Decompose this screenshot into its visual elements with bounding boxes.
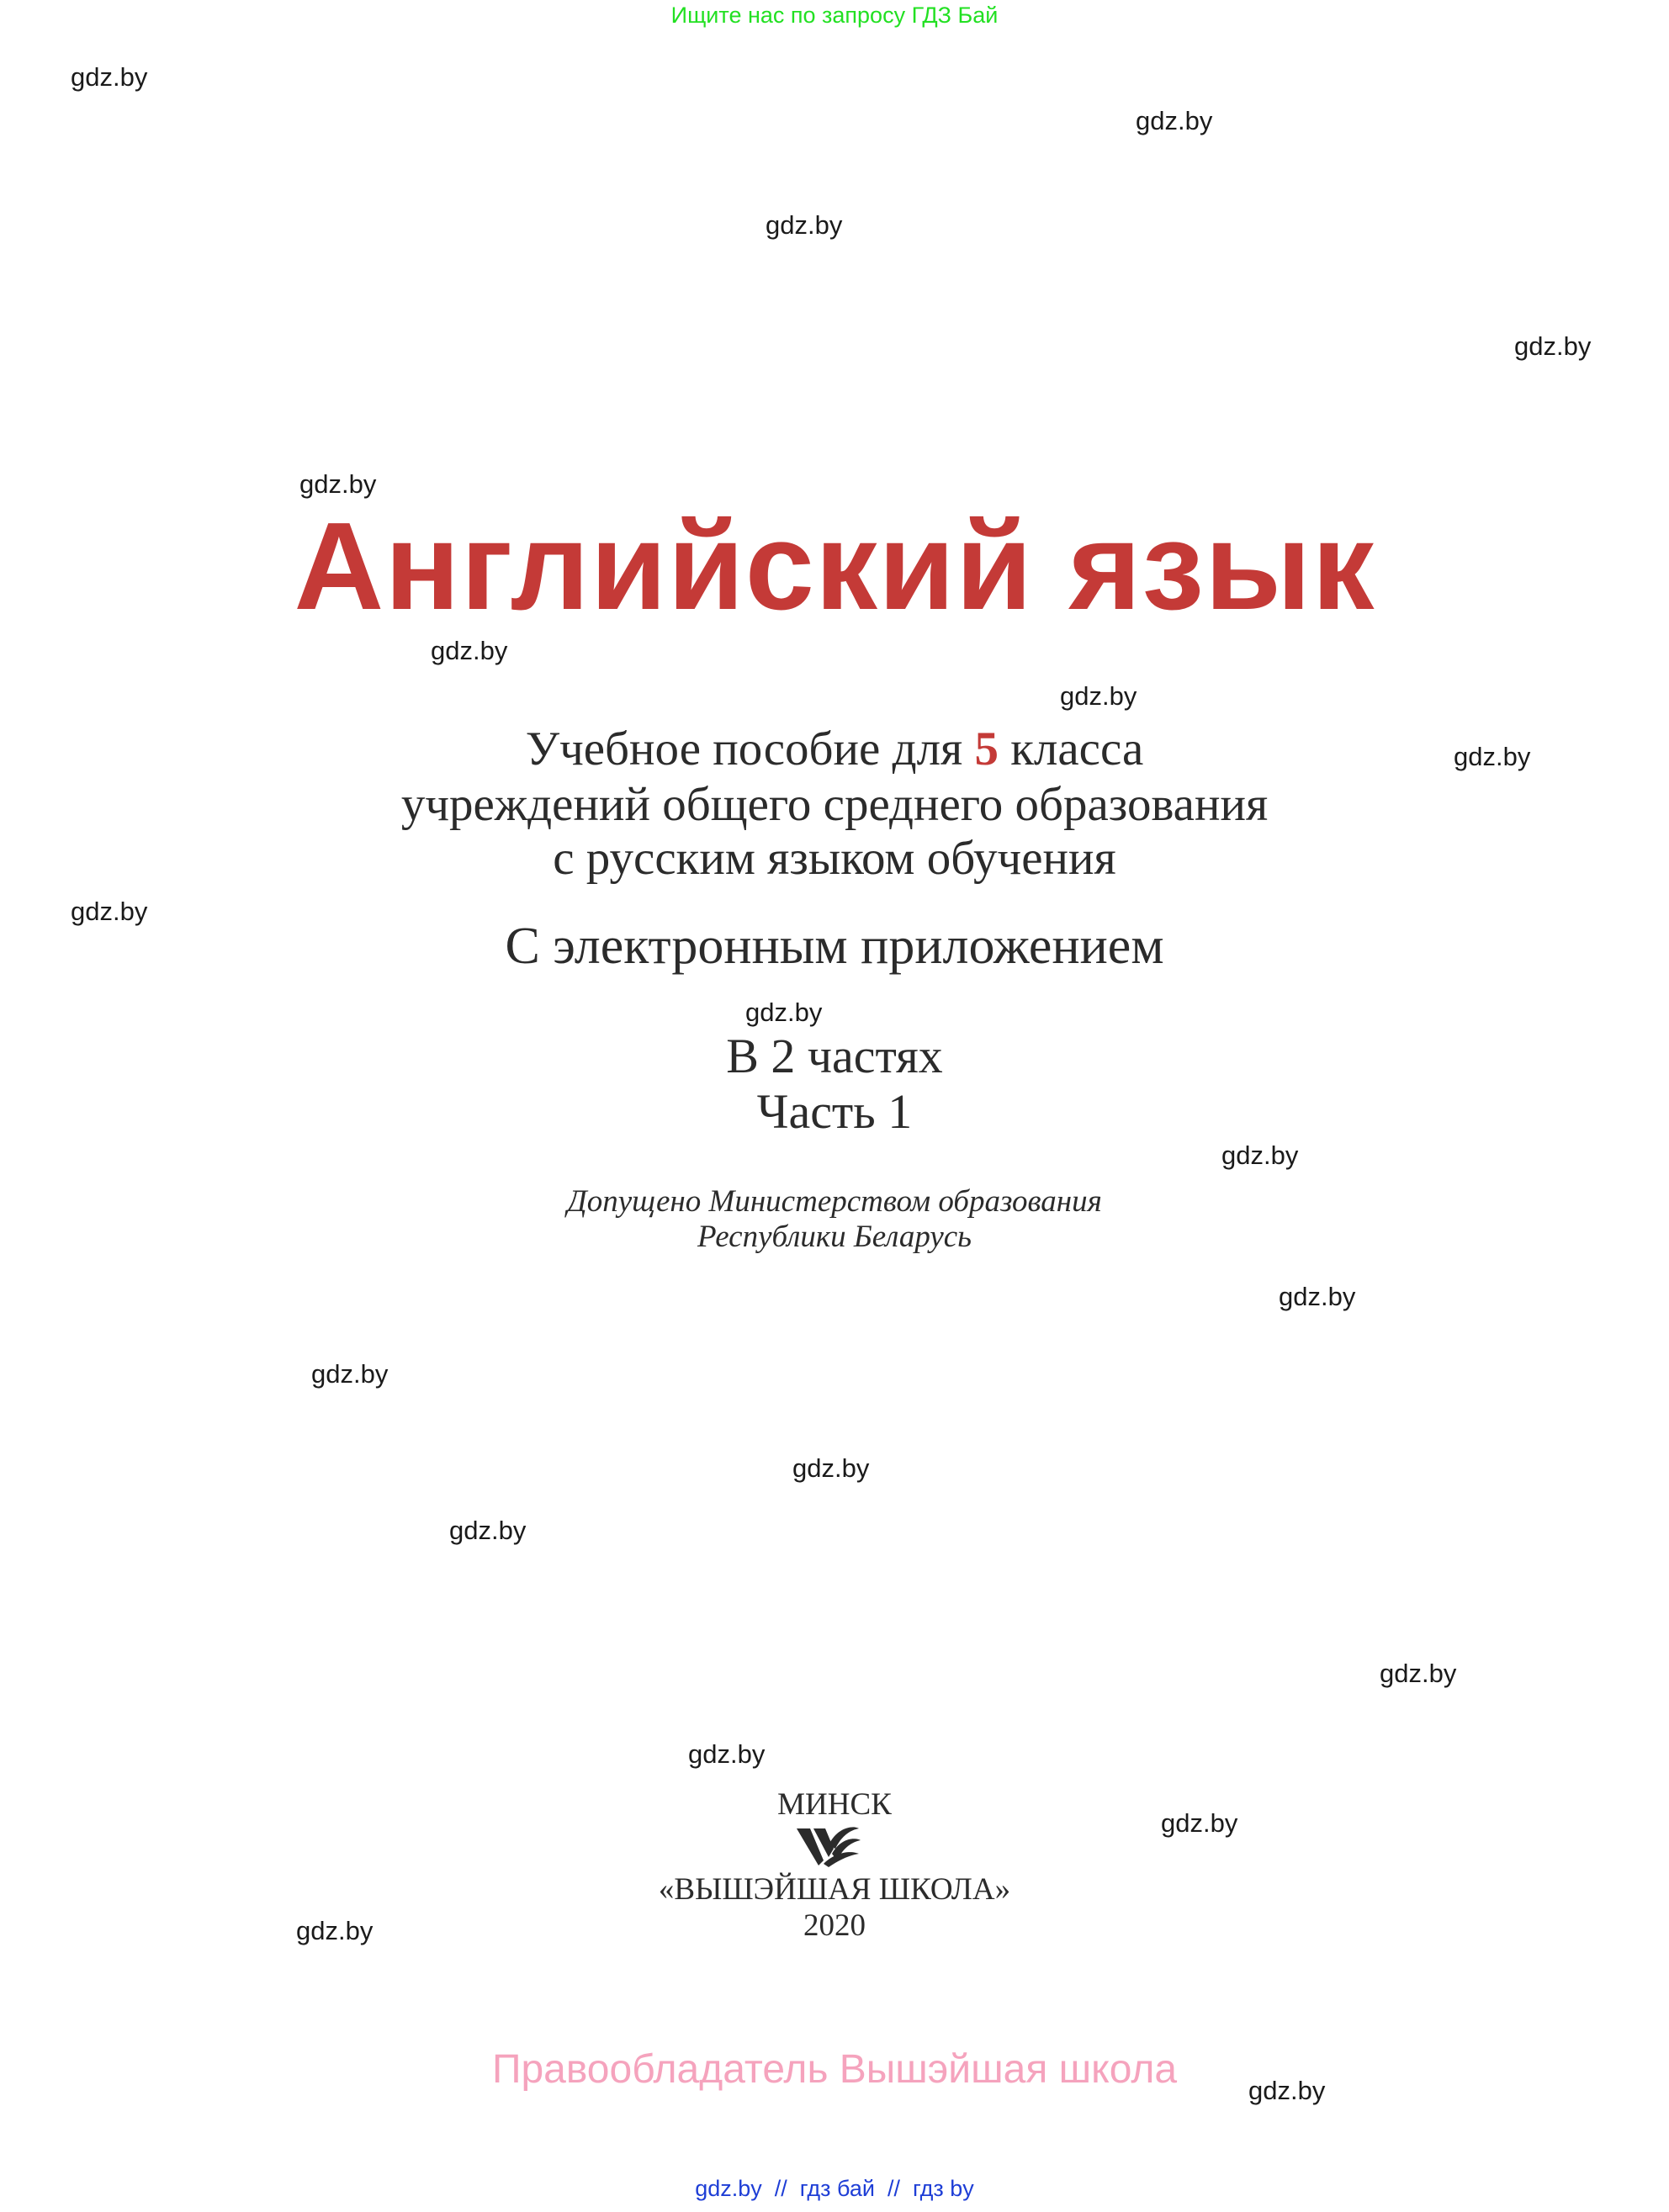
approval-line-1: Допущено Министерством образования [567, 1184, 1102, 1219]
watermark: gdz.by [311, 1359, 389, 1389]
watermark: gdz.by [71, 897, 148, 926]
watermark: gdz.by [745, 998, 823, 1027]
top-banner: Ищите нас по запросу ГДЗ Бай [670, 3, 999, 28]
footer-links[interactable]: gdz.by // гдз бай // гдз by [695, 2176, 974, 2201]
watermark: gdz.by [1380, 1659, 1457, 1688]
watermark: gdz.by [1161, 1808, 1238, 1838]
grade-number: 5 [974, 722, 999, 775]
watermark: gdz.by [1279, 1282, 1356, 1311]
parts-total: В 2 частях [726, 1029, 943, 1083]
subtitle-suffix: класса [998, 722, 1144, 775]
part-current: Часть 1 [756, 1084, 913, 1139]
watermark: gdz.by [792, 1453, 870, 1483]
publisher-name: «ВЫШЭЙШАЯ ШКОЛА» [658, 1872, 1011, 1907]
publication-year: 2020 [803, 1908, 866, 1943]
electronic-supplement: С электронным приложением [505, 918, 1164, 975]
city: МИНСК [777, 1787, 892, 1822]
subtitle-line-3: с русским языком обучения [553, 832, 1116, 885]
watermark: gdz.by [299, 469, 377, 499]
watermark: gdz.by [1514, 331, 1592, 361]
watermark: gdz.by [766, 210, 843, 240]
watermark: gdz.by [296, 1916, 374, 1945]
publisher-logo-icon [795, 1823, 862, 1869]
watermark: gdz.by [71, 62, 148, 92]
approval-line-2: Республики Беларусь [697, 1220, 972, 1254]
watermark: gdz.by [688, 1739, 766, 1769]
watermark: gdz.by [1454, 742, 1531, 771]
watermark: gdz.by [1248, 2076, 1326, 2105]
watermark: gdz.by [1136, 106, 1213, 135]
subtitle-line-2: учреждений общего среднего образования [400, 778, 1269, 831]
watermark: gdz.by [449, 1516, 527, 1545]
copyright-notice: Правообладатель Вышэйшая школа [491, 2047, 1178, 2092]
subtitle-prefix: Учебное пособие для [525, 722, 975, 775]
watermark: gdz.by [1221, 1140, 1299, 1170]
watermark: gdz.by [431, 636, 508, 665]
watermark: gdz.by [1060, 681, 1137, 711]
subtitle-line-1 [0, 722, 1669, 777]
book-title: Английский язык [294, 497, 1375, 636]
